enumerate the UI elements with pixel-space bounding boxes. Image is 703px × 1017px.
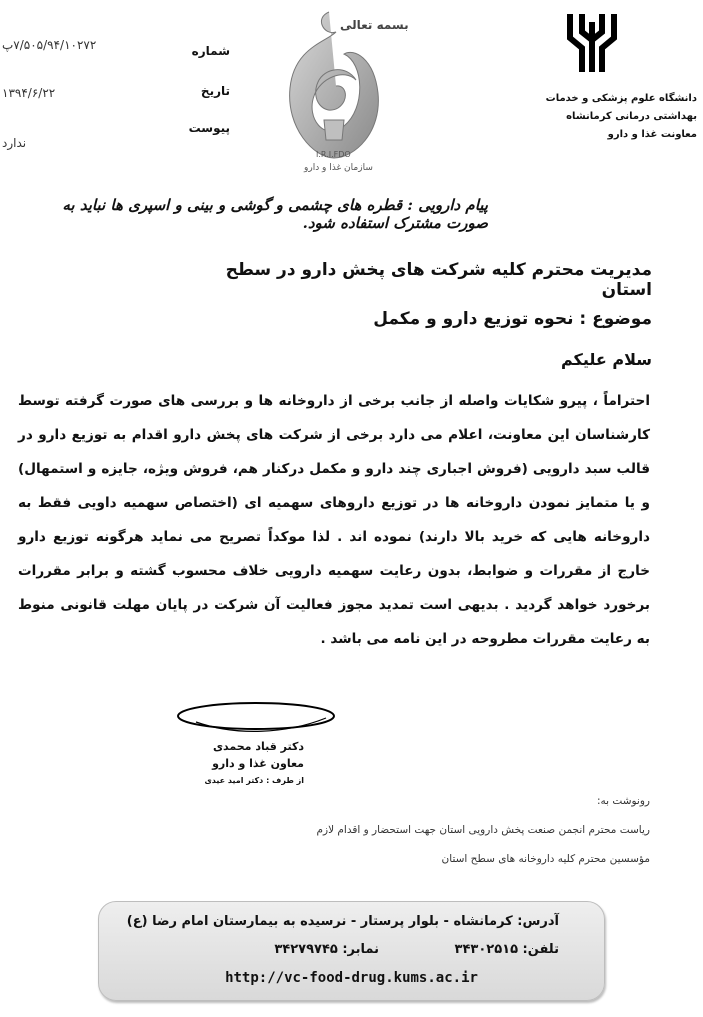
attachment-label: پیوست [188, 121, 230, 135]
subject-line: موضوع : نحوه توزیع دارو و مکمل [373, 309, 652, 329]
university-logo [560, 8, 624, 78]
cc-item: ریاست محترم انجمن صنعت پخش دارویی استان جهت استحضار و اقدام لازم [316, 824, 650, 836]
footer-fax: نمابر: ۳۴۲۷۹۷۴۵ [274, 942, 379, 957]
footer-phone: تلفن: ۳۴۳۰۲۵۱۵ [454, 942, 559, 957]
footer-box [98, 901, 605, 1001]
signatory-name: دکتر قباد محمدی [212, 740, 304, 753]
university-name [545, 90, 697, 144]
signatory-title: معاون غذا و دارو [212, 757, 304, 770]
signature-block [170, 738, 304, 789]
cc-block [250, 787, 650, 874]
body-paragraph: احتراماً ، پیرو شکایات واصله از جانب برخی از داروخانه ها و بررسی های صورت گرفته توسط کارشناسان این معاونت، اعلام می دارد برخی از شرکت های پخش دارو اقدام به توزیع دارو در قالب سبد دارویی (فروش اجباری چند دارو و مکمل درکنار هم، فروش ویژه، جایزه و استمهال) و یا متمایز نمودن داروخانه ها در توزیع داروهای سهمیه ای (اختصاص سهمیه داویی فقط به داروخانه هایی که خرید بالا دارند) نموده اند . لذا موکداً تصریح می نماید هرگونه توزیع دارو خارج از مقررات و ضوابط، بدون رعایت سهمیه دارویی خلاف محسوب گشته و برابر مقررات برخورد خواهد گردید . بدیهی است تمدید مجوز فعالیت آن شرکت در پایان مهلت قانونی منوط به رعایت مقررات مطروحه در این نامه می باشد . [18, 393, 650, 647]
university-line-2: معاونت غذا و دارو [607, 129, 697, 140]
greeting: سلام علیکم [560, 350, 652, 369]
university-line-1: دانشگاه علوم پزشکی و خدمات بهداشتی درمانی کرمانشاه [545, 93, 697, 122]
attachment-value: ندارد [2, 136, 27, 150]
date-label: تاریخ [200, 84, 230, 98]
footer-address: آدرس: کرمانشاه - بلوار پرستار - نرسیده به بیمارستان امام رضا (ع) [126, 914, 559, 929]
cc-item: مؤسسین محترم کلیه داروخانه های سطح استان [441, 853, 650, 865]
signatory-on-behalf: از طرف : دکتر امید عیدی [204, 776, 304, 785]
bismillah: بسمه تعالی [340, 18, 409, 32]
org-logo-abbrev: I.R.I.FDO [316, 150, 351, 159]
drug-message-banner: پیام دارویی : قطره های چشمی و گوشی و بینی و اسپری ها نباید به صورت مشترک استفاده شود. [62, 196, 488, 232]
number-label: شماره [191, 44, 230, 58]
number-value: ۷/۵۰۵/۹۴/۱۰۲۷۲پ [2, 38, 97, 52]
recipient-line: مدیریت محترم کلیه شرکت های پخش دارو در سطح استان [225, 260, 652, 300]
cc-heading: رونوشت به: [596, 795, 650, 807]
footer-website-link[interactable]: http://vc-food-drug.kums.ac.ir [225, 970, 478, 986]
date-value: ۱۳۹۴/۶/۲۲ [2, 86, 56, 100]
org-logo-caption: سازمان غذا و دارو [304, 163, 373, 173]
